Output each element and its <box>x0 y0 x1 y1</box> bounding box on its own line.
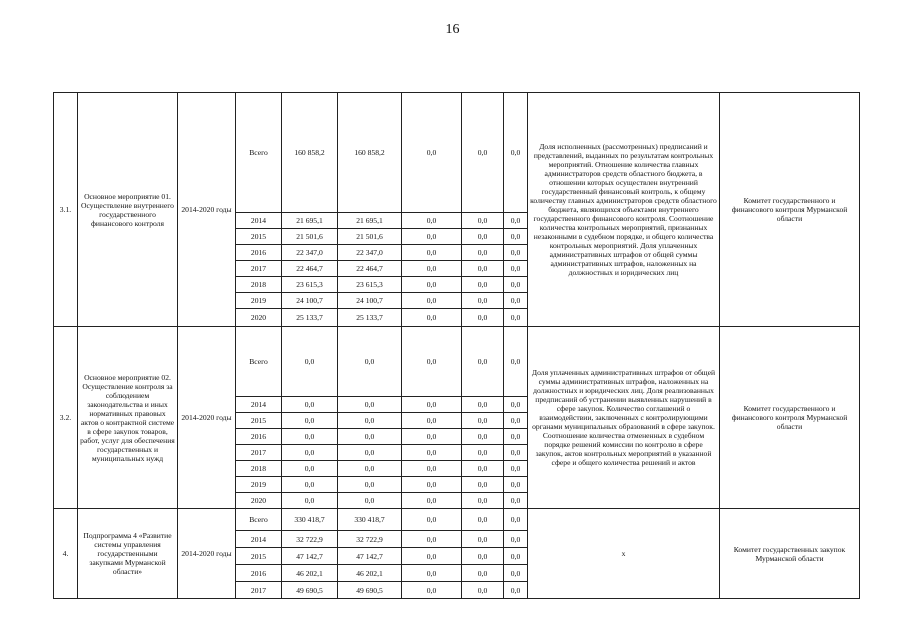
year-cell: 2016 <box>236 429 282 445</box>
regional-cell: 0,0 <box>338 493 402 509</box>
value-cell: 0,0 <box>402 531 462 548</box>
value-cell: 0,0 <box>504 509 528 531</box>
value-cell: 0,0 <box>402 229 462 245</box>
year-cell: Всего <box>236 509 282 531</box>
year-cell: 2014 <box>236 397 282 413</box>
value-cell: 0,0 <box>402 327 462 397</box>
value-cell: 0,0 <box>402 277 462 293</box>
regional-cell: 23 615,3 <box>338 277 402 293</box>
indicators-text: х <box>528 509 720 599</box>
value-cell: 0,0 <box>504 582 528 599</box>
year-cell: 2018 <box>236 461 282 477</box>
total-cell: 47 142,7 <box>282 548 338 565</box>
value-cell: 0,0 <box>402 445 462 461</box>
value-cell: 0,0 <box>462 582 504 599</box>
value-cell: 0,0 <box>504 531 528 548</box>
value-cell: 0,0 <box>462 548 504 565</box>
value-cell: 0,0 <box>402 245 462 261</box>
value-cell: 0,0 <box>462 277 504 293</box>
row-index: 4. <box>54 509 78 599</box>
value-cell: 0,0 <box>504 277 528 293</box>
indicators-text: Доля исполненных (рассмотренных) предписаний и представлений, выданных по результатам контрольных мероприятий. Отношение количества главных администраторов средств областного бюджета, в отношении которых осуществлен внутренний государственный финансовый контроль, к общему количеству главных администраторов средств областного бюджета, являющихся объектами внутреннего государственного финансового контроля. Соотношение количества контрольных мероприятий, признанных незаконными в судебном порядке, и общего количества контрольных мероприятий. Доля уплаченных административных штрафов от общей суммы административных штрафов, наложенных на должностных и юридических лиц <box>528 93 720 327</box>
value-cell: 0,0 <box>504 565 528 582</box>
regional-cell: 25 133,7 <box>338 309 402 327</box>
year-cell: Всего <box>236 93 282 213</box>
regional-cell: 0,0 <box>338 429 402 445</box>
year-cell: 2014 <box>236 213 282 229</box>
value-cell: 0,0 <box>402 397 462 413</box>
value-cell: 0,0 <box>402 429 462 445</box>
regional-cell: 21 695,1 <box>338 213 402 229</box>
row-index: 3.1. <box>54 93 78 327</box>
regional-cell: 0,0 <box>338 477 402 493</box>
regional-cell: 46 202,1 <box>338 565 402 582</box>
table-row <box>54 509 860 531</box>
total-cell: 23 615,3 <box>282 277 338 293</box>
regional-cell: 22 464,7 <box>338 261 402 277</box>
total-cell: 22 464,7 <box>282 261 338 277</box>
year-cell: Всего <box>236 327 282 397</box>
year-cell: 2017 <box>236 445 282 461</box>
value-cell: 0,0 <box>504 477 528 493</box>
total-cell: 49 690,5 <box>282 582 338 599</box>
total-cell: 330 418,7 <box>282 509 338 531</box>
year-cell: 2015 <box>236 229 282 245</box>
total-cell: 0,0 <box>282 413 338 429</box>
total-cell: 0,0 <box>282 445 338 461</box>
value-cell: 0,0 <box>402 261 462 277</box>
year-cell: 2016 <box>236 245 282 261</box>
value-cell: 0,0 <box>504 548 528 565</box>
total-cell: 0,0 <box>282 461 338 477</box>
regional-cell: 21 501,6 <box>338 229 402 245</box>
table-row <box>54 327 860 397</box>
total-cell: 21 695,1 <box>282 213 338 229</box>
value-cell: 0,0 <box>402 213 462 229</box>
value-cell: 0,0 <box>462 493 504 509</box>
executor: Комитет государственных закупок Мурманской области <box>720 509 860 599</box>
indicators-text: Доля уплаченных административных штрафов от общей суммы административных штрафов, наложенных на должностных и юридических лиц. Доля реализованных предписаний об устранении выявленных нарушений в сфере закупок. Количество соглашений о взаимодействии, заключенных с контролирующими органами муниципальных образований в сфере закупок. Соотношение количества отмененных в судебном порядке решений комиссии по контролю в сфере закупок, актов контрольных мероприятий в указанной сфере и общего количества решений и актов <box>528 327 720 509</box>
total-cell: 160 858,2 <box>282 93 338 213</box>
program-table <box>53 92 860 599</box>
value-cell: 0,0 <box>462 461 504 477</box>
value-cell: 0,0 <box>402 293 462 309</box>
value-cell: 0,0 <box>402 509 462 531</box>
value-cell: 0,0 <box>402 413 462 429</box>
value-cell: 0,0 <box>504 245 528 261</box>
regional-cell: 0,0 <box>338 445 402 461</box>
total-cell: 32 722,9 <box>282 531 338 548</box>
regional-cell: 0,0 <box>338 397 402 413</box>
year-cell: 2019 <box>236 477 282 493</box>
value-cell: 0,0 <box>462 565 504 582</box>
value-cell: 0,0 <box>402 477 462 493</box>
total-cell: 0,0 <box>282 397 338 413</box>
value-cell: 0,0 <box>462 397 504 413</box>
value-cell: 0,0 <box>504 213 528 229</box>
executor: Комитет государственного и финансового контроля Мурманской области <box>720 327 860 509</box>
regional-cell: 24 100,7 <box>338 293 402 309</box>
value-cell: 0,0 <box>504 261 528 277</box>
value-cell: 0,0 <box>462 309 504 327</box>
total-cell: 0,0 <box>282 429 338 445</box>
value-cell: 0,0 <box>462 531 504 548</box>
value-cell: 0,0 <box>462 261 504 277</box>
regional-cell: 0,0 <box>338 413 402 429</box>
value-cell: 0,0 <box>402 461 462 477</box>
year-cell: 2015 <box>236 413 282 429</box>
value-cell: 0,0 <box>504 93 528 213</box>
activity-name: Подпрограмма 4 «Развитие системы управления государственными закупками Мурманской области» <box>78 509 178 599</box>
value-cell: 0,0 <box>462 245 504 261</box>
value-cell: 0,0 <box>462 429 504 445</box>
regional-cell: 22 347,0 <box>338 245 402 261</box>
regional-cell: 330 418,7 <box>338 509 402 531</box>
year-cell: 2019 <box>236 293 282 309</box>
regional-cell: 32 722,9 <box>338 531 402 548</box>
period: 2014-2020 годы <box>178 509 236 599</box>
value-cell: 0,0 <box>504 413 528 429</box>
regional-cell: 160 858,2 <box>338 93 402 213</box>
value-cell: 0,0 <box>504 293 528 309</box>
total-cell: 24 100,7 <box>282 293 338 309</box>
value-cell: 0,0 <box>402 93 462 213</box>
period: 2014-2020 годы <box>178 93 236 327</box>
value-cell: 0,0 <box>462 445 504 461</box>
value-cell: 0,0 <box>504 397 528 413</box>
total-cell: 0,0 <box>282 327 338 397</box>
value-cell: 0,0 <box>462 93 504 213</box>
value-cell: 0,0 <box>402 548 462 565</box>
value-cell: 0,0 <box>504 429 528 445</box>
value-cell: 0,0 <box>462 509 504 531</box>
total-cell: 0,0 <box>282 477 338 493</box>
value-cell: 0,0 <box>462 213 504 229</box>
value-cell: 0,0 <box>462 327 504 397</box>
value-cell: 0,0 <box>462 293 504 309</box>
value-cell: 0,0 <box>462 229 504 245</box>
value-cell: 0,0 <box>462 413 504 429</box>
value-cell: 0,0 <box>402 493 462 509</box>
year-cell: 2018 <box>236 277 282 293</box>
value-cell: 0,0 <box>504 309 528 327</box>
year-cell: 2017 <box>236 582 282 599</box>
executor: Комитет государственного и финансового контроля Мурманской области <box>720 93 860 327</box>
regional-cell: 47 142,7 <box>338 548 402 565</box>
value-cell: 0,0 <box>402 309 462 327</box>
value-cell: 0,0 <box>504 327 528 397</box>
total-cell: 46 202,1 <box>282 565 338 582</box>
value-cell: 0,0 <box>462 477 504 493</box>
page-number: 16 <box>445 22 460 37</box>
year-cell: 2015 <box>236 548 282 565</box>
year-cell: 2020 <box>236 309 282 327</box>
activity-name: Основное мероприятие 01. Осуществление внутреннего государственного финансового контроля <box>78 93 178 327</box>
year-cell: 2020 <box>236 493 282 509</box>
total-cell: 25 133,7 <box>282 309 338 327</box>
row-index: 3.2. <box>54 327 78 509</box>
value-cell: 0,0 <box>504 445 528 461</box>
value-cell: 0,0 <box>504 493 528 509</box>
value-cell: 0,0 <box>402 565 462 582</box>
value-cell: 0,0 <box>504 461 528 477</box>
value-cell: 0,0 <box>402 582 462 599</box>
year-cell: 2017 <box>236 261 282 277</box>
year-cell: 2016 <box>236 565 282 582</box>
regional-cell: 0,0 <box>338 461 402 477</box>
total-cell: 22 347,0 <box>282 245 338 261</box>
total-cell: 21 501,6 <box>282 229 338 245</box>
period: 2014-2020 годы <box>178 327 236 509</box>
year-cell: 2014 <box>236 531 282 548</box>
total-cell: 0,0 <box>282 493 338 509</box>
activity-name: Основное мероприятие 02. Осуществление контроля за соблюдением законодательства и иных нормативных правовых актов о контрактной системе в сфере закупок товаров, работ, услуг для обеспечения государственных и муниципальных нужд <box>78 327 178 509</box>
regional-cell: 0,0 <box>338 327 402 397</box>
regional-cell: 49 690,5 <box>338 582 402 599</box>
value-cell: 0,0 <box>504 229 528 245</box>
table-row <box>54 93 860 213</box>
